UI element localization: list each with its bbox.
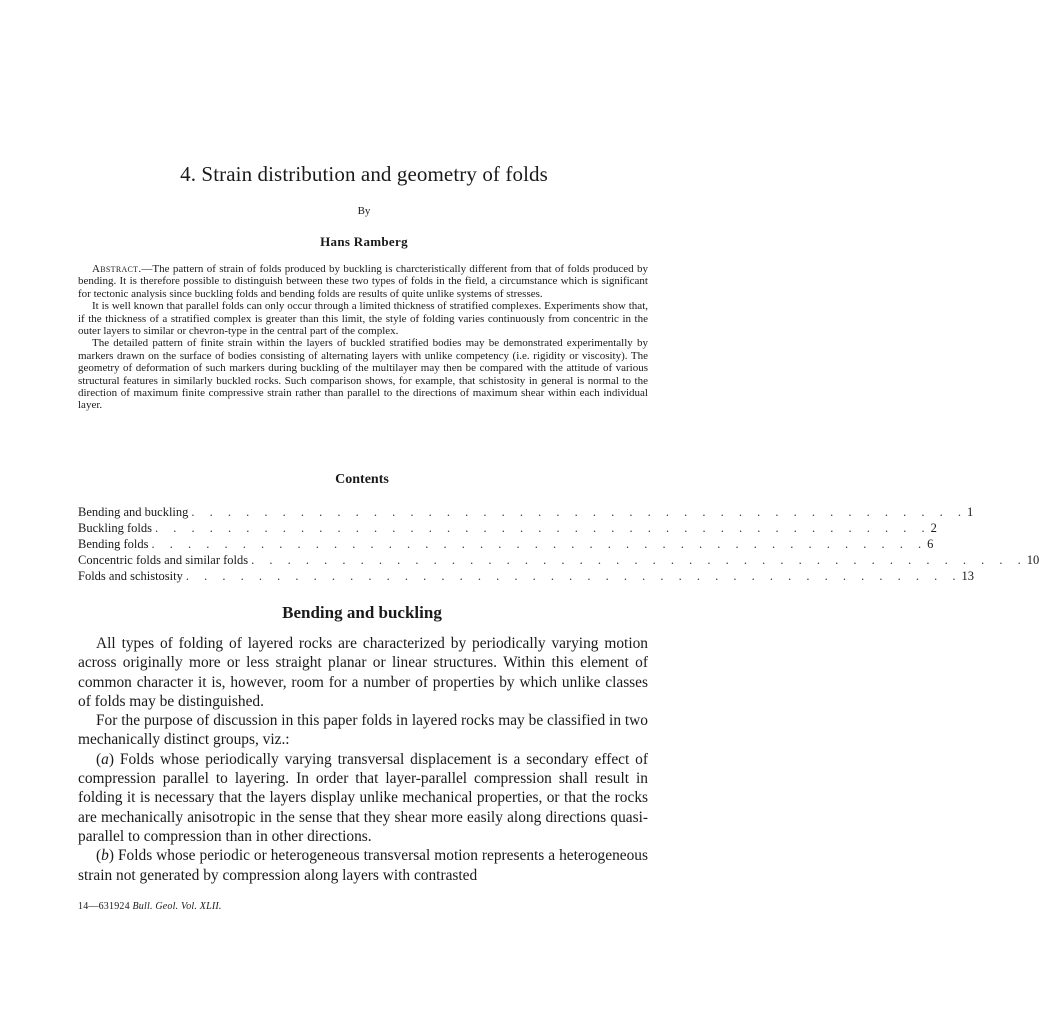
- toc-leader-dots: . . . . . . . . . . . . . . . . . . . . . . . . . . . . . . . . . . . . . . . . . . .: [185, 569, 962, 583]
- author-name: Hans Ramberg: [320, 234, 408, 249]
- toc-item-label: Folds and schistosity: [78, 569, 183, 583]
- article-title: 4. Strain distribution and geometry of folds: [180, 162, 548, 186]
- item-a-text: ) Folds whose periodically varying transversal displacement is a secondary effect of compression parallel to layering. In order that layer-parallel compression shall result in folding it is necessary that the layers display unlike mechanical properties, or that the rocks are mechanically anisotropic in the sense that they shear more easily along directions quasi-parallel to compression than in other directions.: [78, 750, 648, 845]
- item-open-paren: (: [96, 750, 102, 768]
- toc-item: [78, 536, 934, 552]
- contents-heading: Contents: [335, 472, 389, 487]
- abstract-lead: Abstract.: [92, 263, 142, 275]
- page-footer: [78, 901, 222, 912]
- footer-code: 14—631924: [78, 901, 133, 912]
- toc-item-label: Bending and buckling: [78, 505, 189, 519]
- toc-item: [78, 568, 974, 584]
- toc-leader-dots: . . . . . . . . . . . . . . . . . . . . . . . . . . . . . . . . . . . . . . . . . . .: [151, 537, 928, 551]
- body-paragraph-3: [78, 750, 648, 846]
- toc-leader-dots: . . . . . . . . . . . . . . . . . . . . . . . . . . . . . . . . . . . . . . . . . . .: [251, 553, 1027, 567]
- toc-item-page: 1: [967, 505, 974, 519]
- toc-item-page: 6: [927, 537, 934, 551]
- item-letter-b: b: [101, 847, 109, 865]
- toc-item-label: Bending folds: [78, 537, 149, 551]
- toc-item-page: 10: [1026, 553, 1039, 567]
- toc-item-page: 13: [961, 569, 974, 583]
- abstract-paragraph-3: The detailed pattern of finite strain within the layers of buckled stratified bodies may be demonstrated experimentally by markers drawn on the surface of bodies consisting of alternating layers with unlike competency (i.e. rigidity or viscosity). The geometry of deformation of such markers during buckling of the multilayer may then be compared with the attitude of various structural features in similarly buckled rocks. Such comparison shows, for example, that schistosity in general is normal to the direction of maximum finite compressive strain rather than parallel to the directions of maximum shear within each individual layer.: [78, 337, 648, 412]
- toc-leader-dots: . . . . . . . . . . . . . . . . . . . . . . . . . . . . . . . . . . . . . . . . . . .: [154, 521, 931, 535]
- body-paragraph-2: For the purpose of discussion in this paper folds in layered rocks may be classified in two mechanically distinct groups, viz.:: [78, 712, 648, 749]
- toc-item-label: Concentric folds and similar folds: [78, 553, 249, 567]
- body-paragraph-1: All types of folding of layered rocks are characterized by periodically varying motion across originally more or less straight planar or linear structures. Within this element of common character it is, however, room for a number of properties by which unlike classes of folds may be distinguished.: [78, 635, 648, 710]
- item-b-text: ) Folds whose periodic or heterogeneous transversal motion represents a heterogeneous strain not generated by compression along layers with contrasted: [78, 847, 648, 884]
- toc-item: [78, 504, 974, 520]
- toc-item-page: 2: [930, 521, 937, 535]
- toc-item: [78, 552, 1039, 568]
- body-text: [78, 634, 648, 885]
- toc-item-label: Buckling folds: [78, 521, 152, 535]
- abstract-text-1: —The pattern of strain of folds produced by buckling is charcteristically different from that of folds produced by bending. It is therefore possible to distinguish between these two types of folds in the field, a circumstance which is significant for tectonic analysis since buckling folds and bending folds are results of quite unlike systems of stresses.: [78, 263, 648, 300]
- abstract: [78, 263, 648, 412]
- table-of-contents: [78, 504, 1039, 584]
- body-paragraph-4: [78, 846, 648, 885]
- toc-leader-dots: . . . . . . . . . . . . . . . . . . . . . . . . . . . . . . . . . . . . . . . . . . .: [191, 505, 968, 519]
- abstract-paragraph-1: [78, 263, 648, 300]
- footer-journal: Bull. Geol. Vol. XLII.: [132, 901, 222, 912]
- abstract-paragraph-2: It is well known that parallel folds can only occur through a limited thickness of stratified complexes. Experiments show that, if the thickness of a stratified complex is greater than this limit, the style of folding varies continuously from concentric in the outer layers to similar or chevron-type in the central part of the complex.: [78, 300, 648, 338]
- byline: By: [357, 205, 371, 217]
- section-heading: Bending and buckling: [282, 603, 442, 622]
- item-letter-a: a: [101, 750, 109, 768]
- item-open-paren: (: [96, 847, 102, 865]
- toc-item: [78, 520, 937, 536]
